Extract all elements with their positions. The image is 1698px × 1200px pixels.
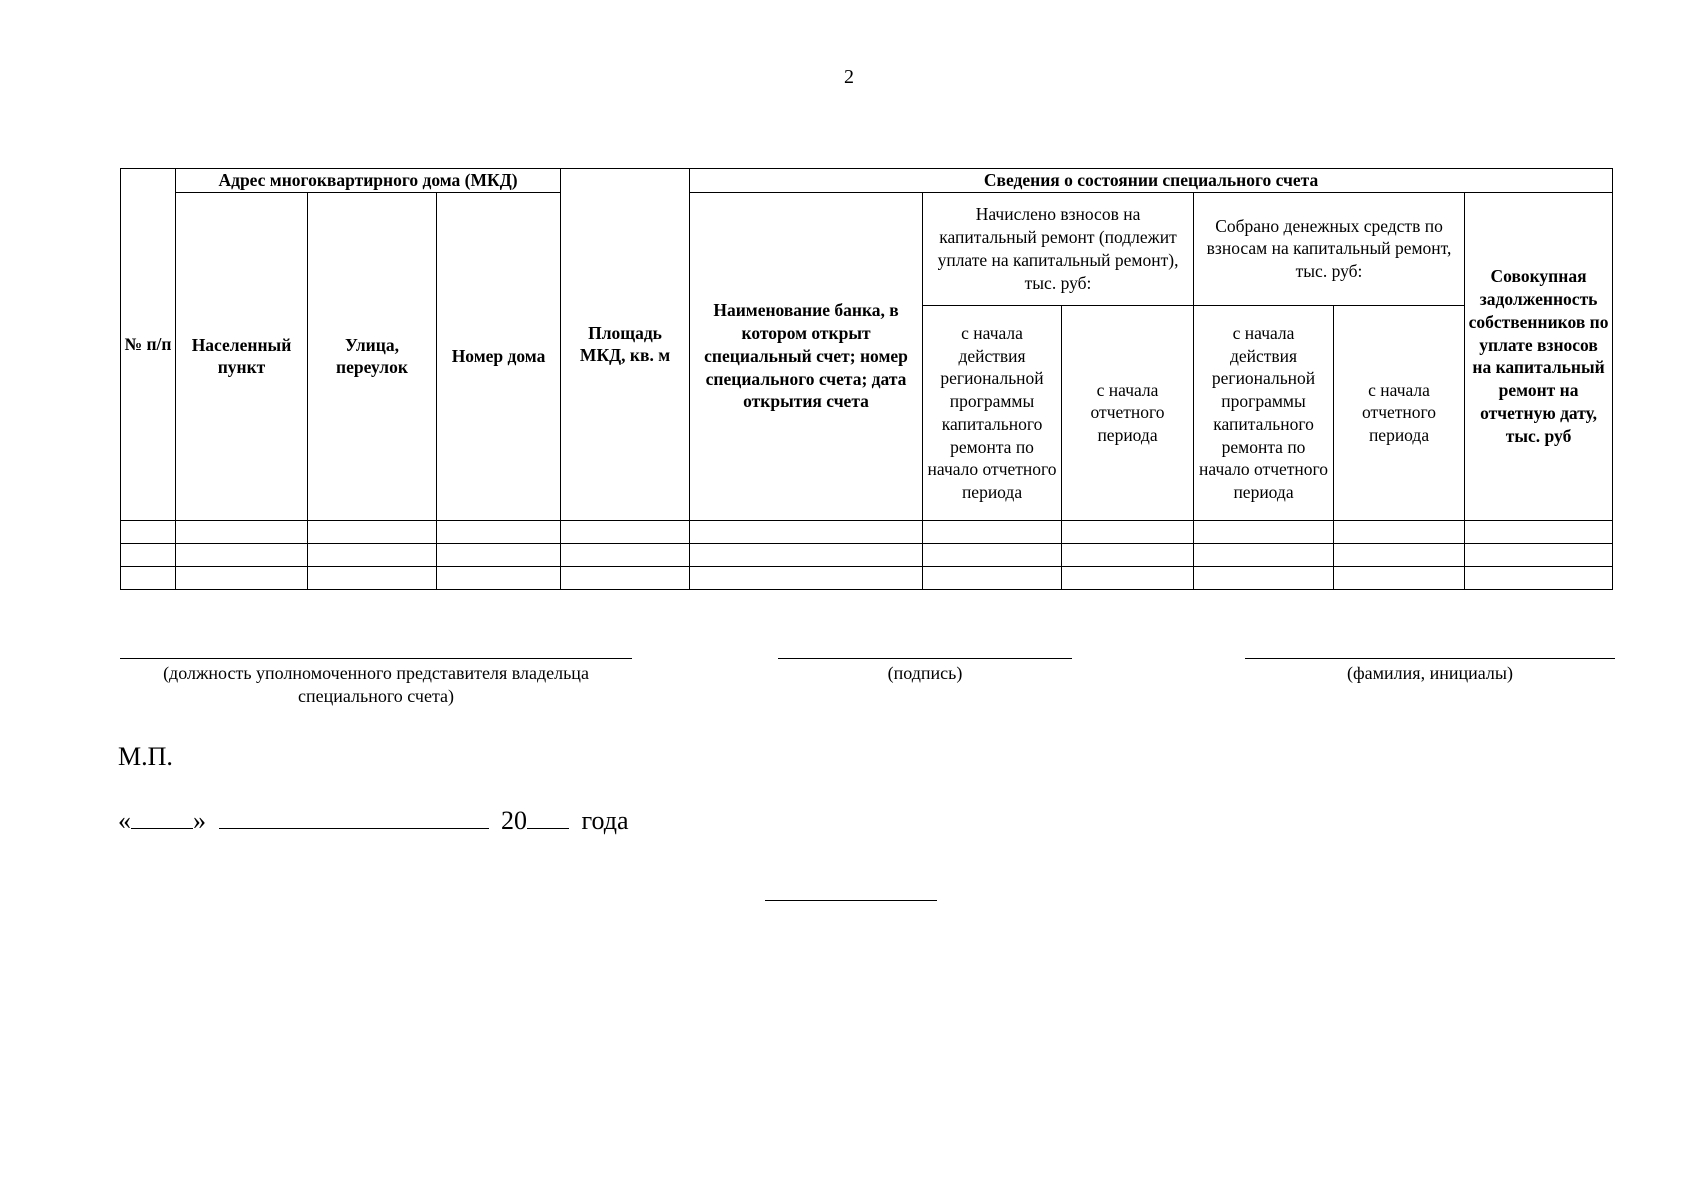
col-header-collected-since-start: с начала действия региональной программы капитального ремонта по начало отчетного периода <box>1194 305 1334 520</box>
date-line <box>118 804 629 836</box>
year-prefix: 20 <box>501 806 527 835</box>
table-cell[interactable] <box>561 520 690 543</box>
table-cell[interactable] <box>1334 520 1465 543</box>
table-row <box>121 520 1613 543</box>
table-cell[interactable] <box>121 520 176 543</box>
table-cell[interactable] <box>1465 566 1613 589</box>
special-account-report-table <box>120 168 1613 590</box>
signature-line[interactable] <box>778 658 1072 659</box>
year-blank[interactable] <box>527 804 569 829</box>
open-quote: « <box>118 806 131 835</box>
table-cell[interactable] <box>308 520 437 543</box>
table-cell[interactable] <box>690 543 923 566</box>
table-cell[interactable] <box>176 543 308 566</box>
table-cell[interactable] <box>437 520 561 543</box>
table-cell[interactable] <box>1062 520 1194 543</box>
table-cell[interactable] <box>923 520 1062 543</box>
stamp-placeholder: М.П. <box>118 742 173 771</box>
signature-caption: (подпись) <box>887 663 963 683</box>
col-header-area: Площадь МКД, кв. м <box>561 169 690 521</box>
table-cell[interactable] <box>690 566 923 589</box>
table-cell[interactable] <box>176 520 308 543</box>
table-cell[interactable] <box>1334 566 1465 589</box>
col-header-bank: Наименование банка, в котором открыт специальный счет; номер специального счета; дата открытия счета <box>690 192 923 520</box>
col-header-street: Улица, переулок <box>308 192 437 520</box>
position-caption <box>120 662 632 709</box>
table-cell[interactable] <box>1194 520 1334 543</box>
position-signature-line[interactable] <box>120 658 632 659</box>
close-quote: » <box>193 806 206 835</box>
col-header-account-group: Сведения о состоянии специального счета <box>690 169 1613 193</box>
col-header-accrued-since-start: с начала действия региональной программы капитального ремонта по начало отчетного периода <box>923 305 1062 520</box>
table-cell[interactable] <box>923 566 1062 589</box>
table-cell[interactable] <box>1062 543 1194 566</box>
table-cell[interactable] <box>1465 520 1613 543</box>
table-cell[interactable] <box>1062 566 1194 589</box>
position-caption-line-2: специального счета) <box>297 686 455 707</box>
table-cell[interactable] <box>308 566 437 589</box>
col-header-accrued-group: Начислено взносов на капитальный ремонт (подлежит уплате на капитальный ремонт), тыс. руб: <box>923 192 1194 305</box>
col-header-address-group: Адрес многоквартирного дома (МКД) <box>176 169 561 193</box>
end-divider <box>765 900 937 901</box>
table-cell[interactable] <box>308 543 437 566</box>
table-cell[interactable] <box>437 543 561 566</box>
month-blank[interactable] <box>219 804 489 829</box>
col-header-number: № п/п <box>121 169 176 521</box>
name-signature-line[interactable] <box>1245 658 1615 659</box>
col-header-settlement: Населенный пункт <box>176 192 308 520</box>
table-cell[interactable] <box>923 543 1062 566</box>
date-suffix: года <box>581 806 629 835</box>
name-caption: (фамилия, инициалы) <box>1347 663 1513 683</box>
day-blank[interactable] <box>131 804 193 829</box>
table-cell[interactable] <box>1334 543 1465 566</box>
table-cell[interactable] <box>1194 543 1334 566</box>
table-row <box>121 543 1613 566</box>
col-header-house-number: Номер дома <box>437 192 561 520</box>
table-cell[interactable] <box>561 543 690 566</box>
table-cell[interactable] <box>1194 566 1334 589</box>
table-cell[interactable] <box>690 520 923 543</box>
table-cell[interactable] <box>121 543 176 566</box>
col-header-accrued-since-period: с начала отчетного периода <box>1062 305 1194 520</box>
table-cell[interactable] <box>561 566 690 589</box>
table-cell[interactable] <box>437 566 561 589</box>
page-number: 2 <box>844 66 854 88</box>
col-header-collected-since-period: с начала отчетного периода <box>1334 305 1465 520</box>
table-row <box>121 566 1613 589</box>
table-cell[interactable] <box>176 566 308 589</box>
position-caption-line-1: (должность уполномоченного представителя владельца <box>163 663 589 683</box>
col-header-collected-group: Собрано денежных средств по взносам на капитальный ремонт, тыс. руб: <box>1194 192 1465 305</box>
col-header-debt: Совокупная задолженность собственников по уплате взносов на капитальный ремонт на отчетную дату, тыс. руб <box>1465 192 1613 520</box>
table-cell[interactable] <box>1465 543 1613 566</box>
table-cell[interactable] <box>121 566 176 589</box>
